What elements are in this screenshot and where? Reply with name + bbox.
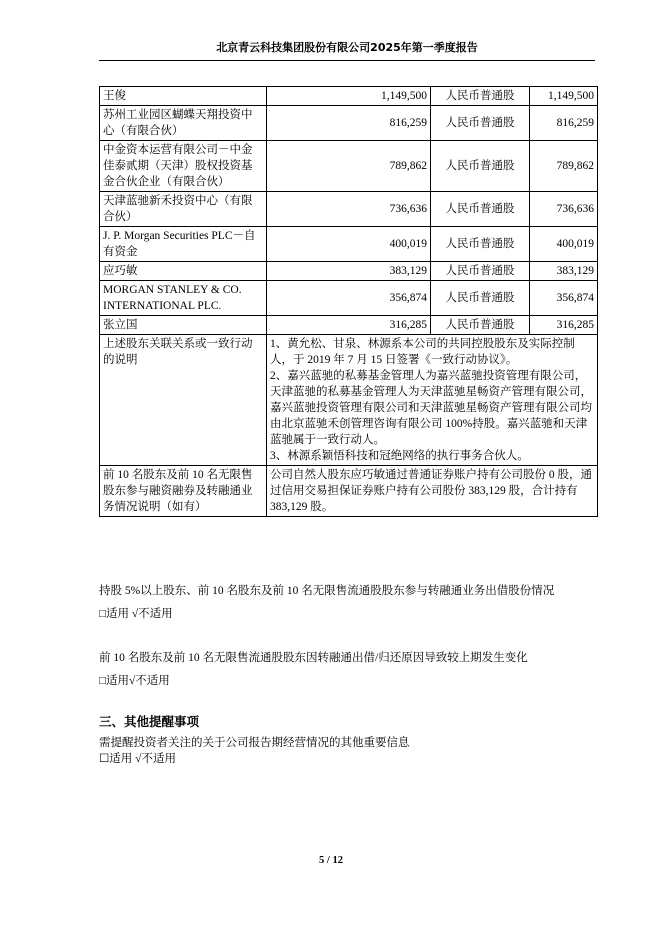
holder-shares: 736,636 (267, 192, 431, 227)
reminder-text: 需提醒投资者关注的关于公司报告期经营情况的其他重要信息 (99, 737, 410, 749)
lending-section (99, 583, 554, 622)
change-choice: □适用√不适用 (99, 675, 170, 687)
margin-row (100, 466, 598, 517)
holder-name: 应巧敏 (100, 262, 267, 281)
share-type: 人民币普通股 (431, 87, 530, 106)
holder-name: MORGAN STANLEY & CO. INTERNATIONAL PLC. (100, 281, 267, 316)
holder-name: 中金资本运营有限公司－中金佳泰贰期（天津）股权投资基金合伙企业（有限合伙） (100, 141, 267, 192)
change-title: 前 10 名股东及前 10 名无限售流通股股东因转融通出借/归还原因导致较上期发生变化 (99, 652, 528, 664)
share-count: 383,129 (530, 262, 598, 281)
holder-name: 王俊 (100, 87, 267, 106)
share-type: 人民币普通股 (431, 281, 530, 316)
change-section (99, 650, 528, 689)
table-row (100, 281, 598, 316)
shareholder-table (99, 86, 598, 517)
holder-name: 天津蓝驰新禾投资中心（有限合伙） (100, 192, 267, 227)
share-count: 316,285 (530, 316, 598, 335)
report-header: 北京青云科技集团股份有限公司2025年第一季度报告 (99, 40, 595, 61)
holder-shares: 356,874 (267, 281, 431, 316)
share-type: 人民币普通股 (431, 227, 530, 262)
relation-line-3: 3、林源系颖悟科技和冠绝网络的执行事务合伙人。 (270, 450, 529, 462)
section-heading: 三、其他提醒事项 (99, 714, 200, 729)
page-number: 5 / 12 (319, 855, 343, 866)
relation-line-2: 2、嘉兴蓝驰的私募基金管理人为嘉兴蓝驰投资管理有限公司，天津蓝驰的私募基金管理人为天津蓝驰星畅资产管理有限公司，嘉兴蓝驰投资管理有限公司和天津蓝驰星畅资产管理有限公司均由北京蓝驰禾创管理咨询有限公司 100%持股。嘉兴蓝驰和天津蓝驰属于一致行动人。 (270, 370, 592, 446)
table-row (100, 227, 598, 262)
share-type: 人民币普通股 (431, 192, 530, 227)
margin-text: 公司自然人股东应巧敏通过普通证券账户持有公司股份 0 股，通过信用交易担保证券账户持有公司股份 383,129 股，合计持有 383,129 股。 (267, 466, 598, 517)
lending-title: 持股 5%以上股东、前 10 名股东及前 10 名无限售流通股股东参与转融通业务出借股份情况 (99, 585, 555, 597)
table-row (100, 106, 598, 141)
holder-shares: 816,259 (267, 106, 431, 141)
reminder-choice: ☐适用 √不适用 (99, 753, 176, 765)
share-count: 736,636 (530, 192, 598, 227)
table-row (100, 87, 598, 106)
share-count: 816,259 (530, 106, 598, 141)
holder-name: 苏州工业园区蝴蝶天翔投资中心（有限合伙） (100, 106, 267, 141)
holder-shares: 1,149,500 (267, 87, 431, 106)
table-row (100, 141, 598, 192)
share-type: 人民币普通股 (431, 141, 530, 192)
table-row (100, 262, 598, 281)
share-type: 人民币普通股 (431, 316, 530, 335)
table-row (100, 192, 598, 227)
reminder-section (99, 735, 410, 767)
relation-label: 上述股东关联关系或一致行动的说明 (100, 335, 267, 466)
holder-shares: 383,129 (267, 262, 431, 281)
holder-shares: 789,862 (267, 141, 431, 192)
holder-name: J. P. Morgan Securities PLC－自有资金 (100, 227, 267, 262)
share-type: 人民币普通股 (431, 262, 530, 281)
share-count: 400,019 (530, 227, 598, 262)
share-type: 人民币普通股 (431, 106, 530, 141)
relation-row (100, 335, 598, 466)
holder-shares: 316,285 (267, 316, 431, 335)
holder-shares: 400,019 (267, 227, 431, 262)
share-count: 789,862 (530, 141, 598, 192)
share-count: 1,149,500 (530, 87, 598, 106)
relation-text (267, 335, 598, 466)
relation-line-1: 1、黄允松、甘泉、林源系本公司的共同控股股东及实际控制人，于 2019 年 7 月 15 日签署《一致行动协议》。 (270, 338, 575, 366)
share-count: 356,874 (530, 281, 598, 316)
table-row (100, 316, 598, 335)
holder-name: 张立国 (100, 316, 267, 335)
margin-label: 前 10 名股东及前 10 名无限售股东参与融资融券及转融通业务情况说明（如有） (100, 466, 267, 517)
lending-choice: □适用 √不适用 (99, 608, 173, 620)
